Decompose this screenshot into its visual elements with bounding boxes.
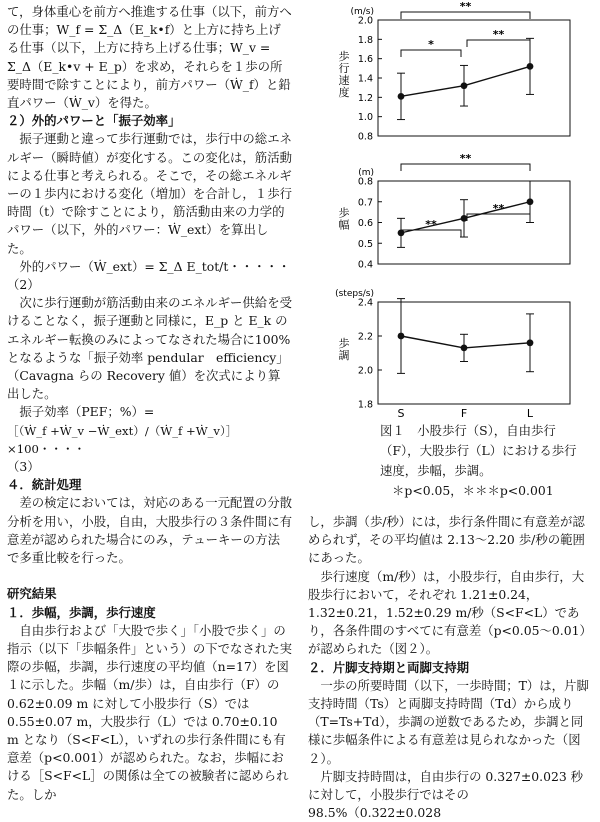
paragraph-speed: 歩行速度（m/秒）は，小股歩行，自由歩行，大股歩行において，それぞれ 1.21±0.24，1.32±0.21，1.52±0.29 m/秒（S<F<L）であり，各条件間のすべてに有意差（p<0.05〜0.01）が認められた（図２）。 <box>308 568 592 657</box>
significance-bracket <box>401 164 530 171</box>
y-tick-label: 2.2 <box>357 331 373 343</box>
paragraph-step-time: 一歩の所要時間（以下，一歩時間；T）は，片脚支持時間（Ts）と両脚支持時間（Td）から成り（T=Ts+Td），歩調の逆数であるため，歩調と同様に歩幅条件による有意差は見られなかった（図２）。 <box>308 677 589 766</box>
chart-panel-3 <box>335 289 570 411</box>
significance-label: ** <box>492 28 505 41</box>
y-tick-label: 1.0 <box>357 112 373 124</box>
subheading-stride: １．歩幅，歩調，歩行速度 <box>7 604 156 620</box>
x-tick-label: S <box>397 407 405 420</box>
significance-label: ** <box>459 152 472 165</box>
significance-label: ** <box>459 0 472 13</box>
y-tick-label: 0.6 <box>357 218 373 229</box>
significance-label: ** <box>492 202 505 215</box>
y-tick-label: 0.8 <box>357 176 373 188</box>
chart-frame <box>378 20 570 136</box>
y-axis-label-char: 調 <box>338 349 350 362</box>
y-tick-label: 0.7 <box>357 197 373 209</box>
figure-1-charts <box>330 0 600 420</box>
axis-unit-label: (m/s) <box>350 7 374 17</box>
y-tick-label: 0.5 <box>357 238 373 250</box>
axis-unit-label: (m) <box>358 168 374 178</box>
paragraph-stride-results: 自由歩行および「大股で歩く」「小股で歩く」の指示（以下「歩幅条件」という）の下でなされた実際の歩幅，歩調，歩行速度の平均値（n=17）を図１に示した。歩幅（m/歩）は，自由歩行（F）の 0.62±0.09 m に対して小股歩行（S）では 0.55±0.07 m，大股歩行（L）では 0.70±0.10 m となり（S<F<L），いずれの歩行条件間にも有意差（p<0.001）が認められた。なお，歩幅における［S<F<L］の関係は全ての被験者に認められた。しか <box>7 622 292 802</box>
chart-frame <box>378 181 570 264</box>
data-point <box>461 215 468 222</box>
series-line <box>401 66 530 96</box>
data-point <box>527 198 534 205</box>
chart-frame <box>378 302 570 404</box>
paragraph-cadence: し，歩調（歩/秒）には，歩行条件間に有意差が認められず，その平均値は 2.13〜2.20 歩/秒の範囲にあった。 <box>308 514 585 566</box>
y-tick-label: 0.4 <box>357 259 373 271</box>
y-tick-label: 1.6 <box>357 54 373 66</box>
y-tick-label: 1.8 <box>357 34 373 46</box>
figure-caption <box>380 421 580 501</box>
right-column <box>308 513 594 822</box>
x-tick-label: L <box>526 407 534 420</box>
chart-panel-2 <box>339 152 571 271</box>
data-point <box>398 93 405 100</box>
chart-panel-1 <box>339 0 571 143</box>
y-tick-label: 0.8 <box>357 131 373 143</box>
data-point <box>461 345 468 352</box>
significance-bracket <box>467 40 530 47</box>
y-tick-label: 1.4 <box>357 73 373 85</box>
equation-3-number: （3） <box>7 459 40 475</box>
significance-bracket <box>401 12 530 19</box>
y-tick-label: 2.4 <box>357 297 373 309</box>
y-tick-label: 2.0 <box>357 365 373 377</box>
left-column <box>7 3 292 804</box>
y-axis-label-char: 歩 <box>338 337 350 350</box>
subheading-support-phases: ２．片脚支持期と両脚支持期 <box>308 659 470 675</box>
y-tick-label: 1.8 <box>357 399 373 411</box>
paragraph-power-def: て，身体重心を前方へ推進する仕事（以下，前方への仕事；W_f = Σ_Δ（E_k•f）と上方に持ち上げる仕事（以下，上方に持ち上げる仕事；W_v = Σ_Δ（E_k•v + E_p）を求め，それらを１歩の所要時間で除すことにより，前方パワー（Ẇ_f）と鉛直パワー（Ẇ_v）を得た。 <box>7 4 292 111</box>
section-heading-statistics: ４．統計処理 <box>7 477 82 493</box>
paragraph-pendular-efficiency: 次に歩行運動が筋活動由来のエネルギー供給を受けることなく，振子運動と同様に，E_p と E_k のエネルギー転換のみによってなされた場合に100%となるような「振子効率 pendular efficiency」（Cavagna らの Recovery 値）を次式により算出した。 <box>7 295 292 402</box>
axis-unit-label: (steps/s) <box>335 289 374 299</box>
caption-significance-note: ＊p<0.05，＊＊＊p<0.001 <box>392 483 554 498</box>
y-axis-label-char: 行 <box>338 62 350 75</box>
significance-bracket <box>401 50 461 57</box>
y-axis-label-char: 速 <box>338 74 350 87</box>
section-heading-results: 研究結果 <box>7 586 57 602</box>
x-tick-label: F <box>460 407 468 420</box>
y-axis-label-char: 歩 <box>338 206 350 220</box>
y-tick-label: 2.0 <box>357 15 373 27</box>
data-point <box>527 339 534 346</box>
y-axis-label-char: 歩 <box>338 50 350 63</box>
paragraph-external-power: 振子運動と違って歩行運動では，歩行中の総エネルギー（瞬時値）が変化する。この変化は，筋活動による仕事と考えられる。そこで，その総エネルギーの１歩内における変化（増加）を合計し，１歩行時間（t）で除すことにより，筋活動由来の力学的パワー（以下，外的パワー：Ẇ_ext）を算出した。 <box>7 131 292 256</box>
y-axis-label-char: 幅 <box>338 218 350 232</box>
data-point <box>461 82 468 89</box>
equation-3: ［（Ẇ_f +Ẇ_v −Ẇ_ext）/（Ẇ_f +Ẇ_v）］×100・・・・ <box>7 423 238 456</box>
equation-3-label: 振子効率（PEF；%）= <box>19 404 155 420</box>
y-axis-label-char: 度 <box>338 86 350 99</box>
significance-label: ** <box>425 218 437 231</box>
data-point <box>527 63 534 70</box>
section-heading-external-power: ２）外的パワーと「振子効率」 <box>7 113 181 129</box>
equation-2: 外的パワー（Ẇ_ext）= Σ_Δ E_tot/t・・・・・（2） <box>7 258 291 293</box>
significance-label: * <box>428 38 434 51</box>
data-point <box>398 333 405 340</box>
y-tick-label: 1.2 <box>357 92 373 104</box>
caption-text: 図１ 小股歩行（S），自由歩行（F），大股歩行（L）における歩行速度，歩幅，歩調。 <box>380 423 577 478</box>
paragraph-statistics: 差の検定においては，対応のある一元配置の分散分析を用い，小股，自由，大股歩行の３条件間に有意差が認められた場合にのみ，テューキーの方法で多重比較を行った。 <box>7 495 292 566</box>
paragraph-single-support: 片脚支持時間は，自由歩行の 0.327±0.023 秒に対して，小股歩行ではその 98.5%（0.322±0.028 <box>308 768 584 821</box>
